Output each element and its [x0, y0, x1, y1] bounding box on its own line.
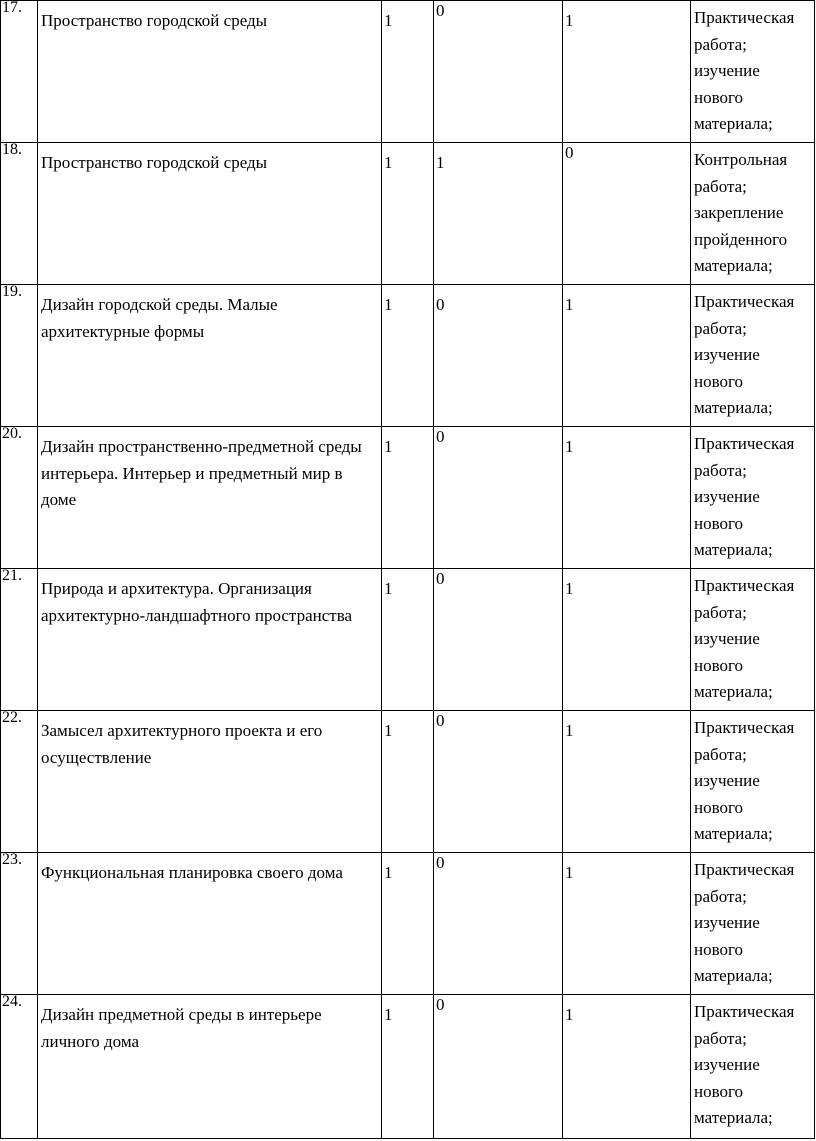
lesson-number-cell: [1, 711, 38, 853]
lesson-type: Практическая работа; изучение нового материала;: [694, 576, 795, 701]
control-hours: 0: [436, 569, 445, 588]
control-hours-cell: [434, 285, 563, 427]
lesson-topic-cell: [38, 285, 382, 427]
control-hours: 0: [436, 711, 445, 730]
practical-hours: 1: [565, 1005, 574, 1024]
total-hours: 1: [384, 153, 393, 172]
practical-hours: 1: [565, 295, 574, 314]
total-hours-cell: [382, 143, 434, 285]
lesson-topic: Пространство городской среды: [41, 11, 268, 30]
control-hours-cell: [434, 853, 563, 995]
lesson-number: 18.: [2, 141, 22, 158]
control-hours: 0: [436, 295, 445, 314]
lesson-type: Практическая работа; изучение нового материала;: [694, 860, 795, 985]
lesson-topic-cell: [38, 427, 382, 569]
lesson-number-cell: [1, 143, 38, 285]
control-hours: 0: [436, 1, 445, 20]
table-row: [1, 711, 815, 853]
control-hours: 0: [436, 995, 445, 1014]
table-row: [1, 427, 815, 569]
control-hours-cell: [434, 995, 563, 1139]
lesson-type-cell: [691, 853, 815, 995]
total-hours-cell: [382, 853, 434, 995]
lesson-type: Практическая работа; изучение нового материала;: [694, 1002, 795, 1127]
practical-hours-cell: [563, 569, 691, 711]
practical-hours-cell: [563, 1, 691, 143]
table-row: [1, 569, 815, 711]
lesson-number-cell: [1, 853, 38, 995]
total-hours-cell: [382, 1, 434, 143]
control-hours: 1: [436, 153, 445, 172]
lesson-topic-cell: [38, 995, 382, 1139]
lesson-topic: Замысел архитектурного проекта и его осуществление: [41, 721, 323, 767]
lesson-type-cell: [691, 995, 815, 1139]
total-hours-cell: [382, 427, 434, 569]
lesson-number: 20.: [2, 425, 22, 442]
total-hours: 1: [384, 295, 393, 314]
practical-hours-cell: [563, 427, 691, 569]
lesson-number: 24.: [2, 993, 22, 1010]
control-hours: 0: [436, 427, 445, 446]
lesson-type-cell: [691, 1, 815, 143]
lesson-topic-cell: [38, 143, 382, 285]
lesson-type-cell: [691, 711, 815, 853]
total-hours-cell: [382, 995, 434, 1139]
practical-hours-cell: [563, 995, 691, 1139]
lesson-topic: Функциональная планировка своего дома: [41, 863, 343, 882]
lesson-number-cell: [1, 995, 38, 1139]
control-hours: 0: [436, 853, 445, 872]
practical-hours: 1: [565, 579, 574, 598]
lesson-number-cell: [1, 569, 38, 711]
lesson-type-cell: [691, 285, 815, 427]
lesson-topic-cell: [38, 569, 382, 711]
lesson-type: Контрольная работа; закрепление пройденного материала;: [694, 150, 788, 275]
practical-hours: 0: [565, 143, 574, 162]
total-hours: 1: [384, 579, 393, 598]
lesson-type: Практическая работа; изучение нового материала;: [694, 434, 795, 559]
table-row: [1, 143, 815, 285]
table-row: [1, 1, 815, 143]
lesson-topic: Пространство городской среды: [41, 153, 268, 172]
total-hours: 1: [384, 437, 393, 456]
lesson-number: 17.: [2, 0, 22, 16]
lesson-topic: Дизайн пространственно-предметной среды интерьера. Интерьер и предметный мир в доме: [41, 437, 362, 509]
practical-hours: 1: [565, 437, 574, 456]
lesson-topic: Дизайн городской среды. Малые архитектурные формы: [41, 295, 278, 341]
total-hours: 1: [384, 11, 393, 30]
practical-hours-cell: [563, 285, 691, 427]
practical-hours-cell: [563, 711, 691, 853]
practical-hours: 1: [565, 863, 574, 882]
table-row: [1, 853, 815, 995]
practical-hours-cell: [563, 143, 691, 285]
lesson-number: 22.: [2, 709, 22, 726]
lesson-number-cell: [1, 427, 38, 569]
control-hours-cell: [434, 569, 563, 711]
lesson-type-cell: [691, 143, 815, 285]
total-hours: 1: [384, 863, 393, 882]
lesson-type: Практическая работа; изучение нового материала;: [694, 718, 795, 843]
lesson-type: Практическая работа; изучение нового материала;: [694, 8, 795, 133]
lesson-topic-cell: [38, 1, 382, 143]
table-row: [1, 285, 815, 427]
lesson-type: Практическая работа; изучение нового материала;: [694, 292, 795, 417]
lesson-number-cell: [1, 1, 38, 143]
practical-hours: 1: [565, 721, 574, 740]
practical-hours-cell: [563, 853, 691, 995]
lesson-type-cell: [691, 569, 815, 711]
lesson-topic-cell: [38, 853, 382, 995]
lesson-type-cell: [691, 427, 815, 569]
lesson-number: 19.: [2, 283, 22, 300]
lesson-topic: Дизайн предметной среды в интерьере личного дома: [41, 1005, 322, 1051]
total-hours: 1: [384, 1005, 393, 1024]
total-hours: 1: [384, 721, 393, 740]
control-hours-cell: [434, 427, 563, 569]
practical-hours: 1: [565, 11, 574, 30]
lesson-number-cell: [1, 285, 38, 427]
table-row: [1, 995, 815, 1139]
lesson-number: 21.: [2, 567, 22, 584]
control-hours-cell: [434, 1, 563, 143]
lesson-topic: Природа и архитектура. Организация архитектурно-ландшафтного пространства: [41, 579, 353, 625]
lesson-topic-cell: [38, 711, 382, 853]
total-hours-cell: [382, 711, 434, 853]
control-hours-cell: [434, 711, 563, 853]
total-hours-cell: [382, 285, 434, 427]
lesson-number: 23.: [2, 851, 22, 868]
control-hours-cell: [434, 143, 563, 285]
total-hours-cell: [382, 569, 434, 711]
